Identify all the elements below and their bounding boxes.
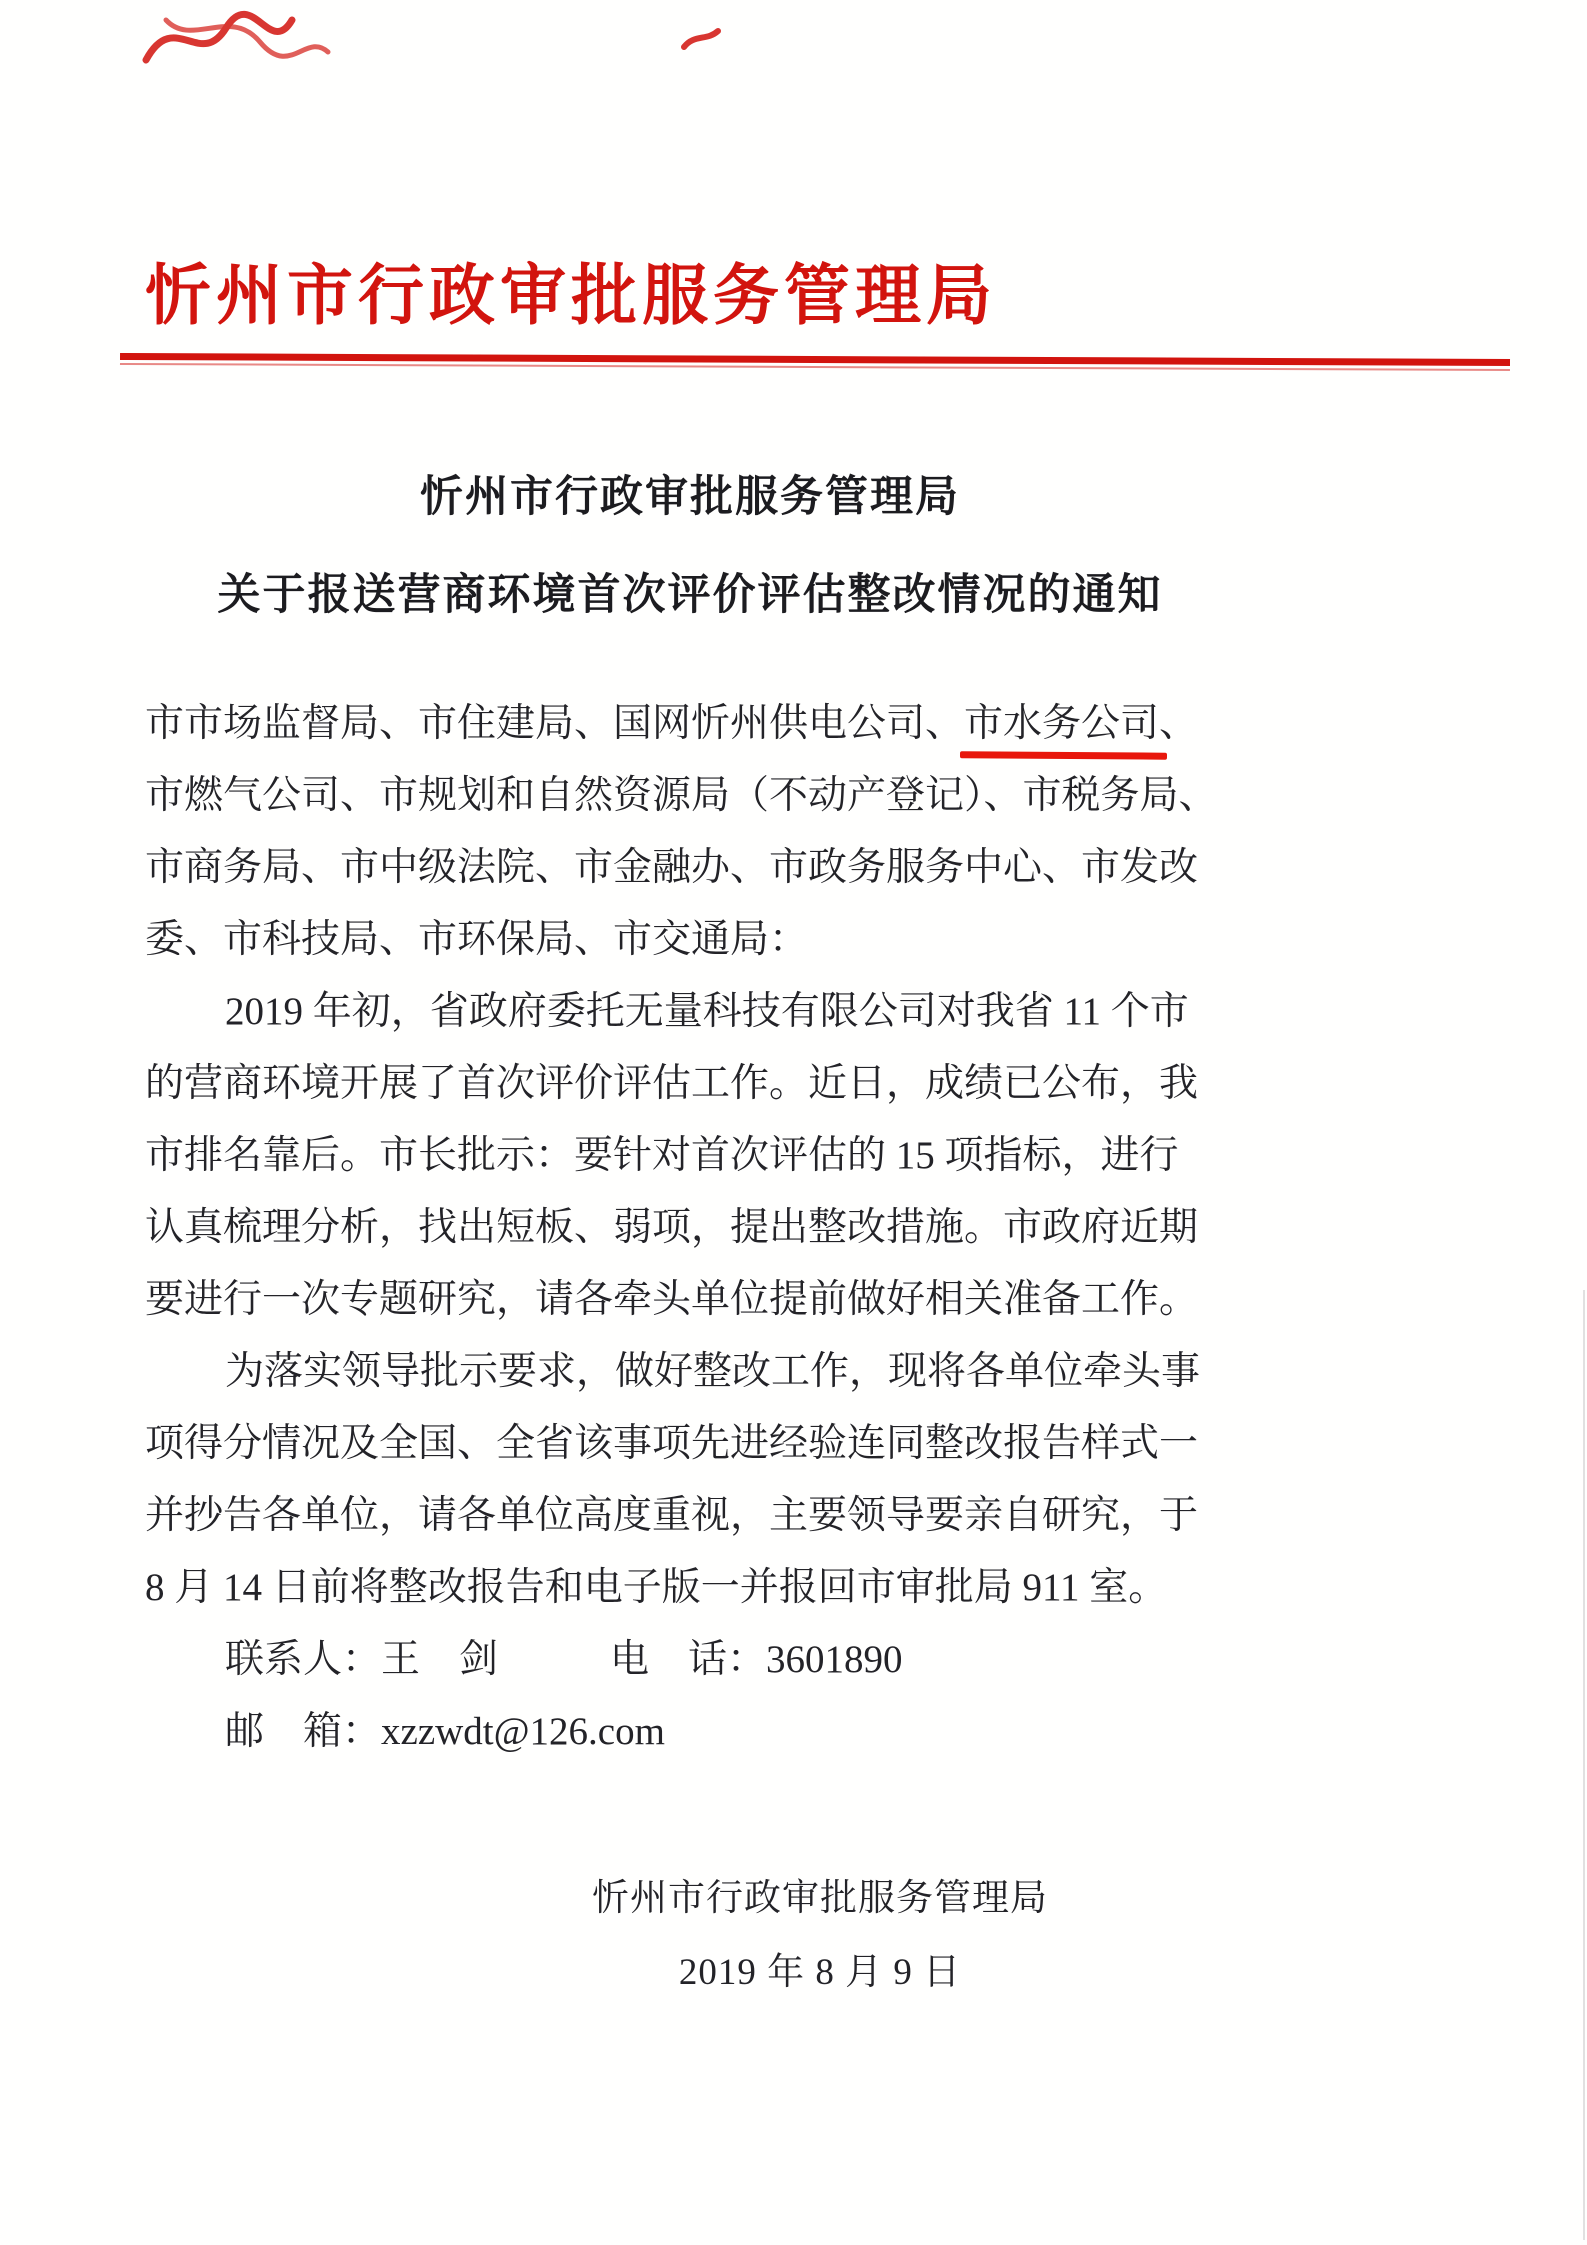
- document-title-line-2: 关于报送营商环境首次评价评估整改情况的通知: [217, 571, 1163, 619]
- text-line: 市排名靠后。市长批示：要针对首次评估的 15 项指标，进行: [145, 1134, 1179, 1177]
- letterhead-agency-name: 忻州市行政审批服务管理局: [145, 258, 997, 332]
- email-address: xzzwdt@126.com: [381, 1710, 665, 1753]
- phone-number: 3601890: [766, 1638, 903, 1681]
- red-pen-scribble-icon: [138, 2, 338, 82]
- text-line: 认真梳理分析，找出短板、弱项，提出整改措施。市政府近期: [145, 1206, 1199, 1249]
- contact-person-line: [145, 1624, 1230, 1696]
- red-pen-mark-icon: [680, 26, 722, 52]
- text-line: 的营商环境开展了首次评价评估工作。近日，成绩已公布，我: [145, 1062, 1199, 1105]
- document-body: [145, 688, 1230, 1768]
- recipient-line: [145, 688, 1230, 760]
- paragraph-rectification-request: [145, 1336, 1230, 1624]
- text-line: 项得分情况及全国、全省该事项先进经验连同整改报告样式一: [145, 1422, 1199, 1465]
- scan-edge-artifact: [1583, 1290, 1585, 2240]
- phone-label: 电 话：: [610, 1638, 767, 1681]
- signature-agency: 忻州市行政审批服务管理局: [592, 1878, 1048, 1919]
- recipient-lines: [145, 760, 1230, 976]
- email-label: 邮 箱：: [225, 1710, 382, 1753]
- text-line: 要进行一次专题研究，请各牵头单位提前做好相关准备工作。: [145, 1278, 1199, 1321]
- contact-person-name: 王 剑: [381, 1638, 499, 1681]
- signature-block: [585, 1862, 1055, 2010]
- text-line: 为落实领导批示要求，做好整改工作，现将各单位牵头事: [225, 1350, 1201, 1393]
- text-line: 市商务局、市中级法院、市金融办、市政务服务中心、市发改: [145, 846, 1199, 889]
- recipient-line-prefix: 市市场监督局、市住建局、国网忻州供电公司、: [145, 702, 965, 745]
- text-line: 2019 年初，省政府委托无量科技有限公司对我省 11 个市: [225, 990, 1189, 1033]
- paragraph-evaluation-results: [145, 976, 1230, 1336]
- text-line: 市燃气公司、市规划和自然资源局（不动产登记）、市税务局、: [145, 774, 1218, 817]
- text-line: 委、市科技局、市环保局、市交通局：: [145, 918, 809, 961]
- text-line: 并抄告各单位，请各单位高度重视，主要领导要亲自研究，于: [145, 1494, 1199, 1537]
- document-title-line-1: 忻州市行政审批服务管理局: [420, 473, 960, 521]
- recipient-list: [145, 688, 1230, 976]
- contact-person-label: 联系人：: [225, 1638, 382, 1681]
- text-line: 8 月 14 日前将整改报告和电子版一并报回市审批局 911 室。: [145, 1566, 1168, 1609]
- recipient-line-suffix: 、: [1159, 702, 1199, 745]
- signature-date: 2019 年 8 月 9 日: [678, 1952, 962, 1993]
- letterhead-divider: [120, 353, 1510, 371]
- recipient-underlined-text: 市水务公司: [964, 702, 1160, 745]
- contact-email-line: [145, 1696, 1230, 1768]
- document-title: [145, 448, 1235, 644]
